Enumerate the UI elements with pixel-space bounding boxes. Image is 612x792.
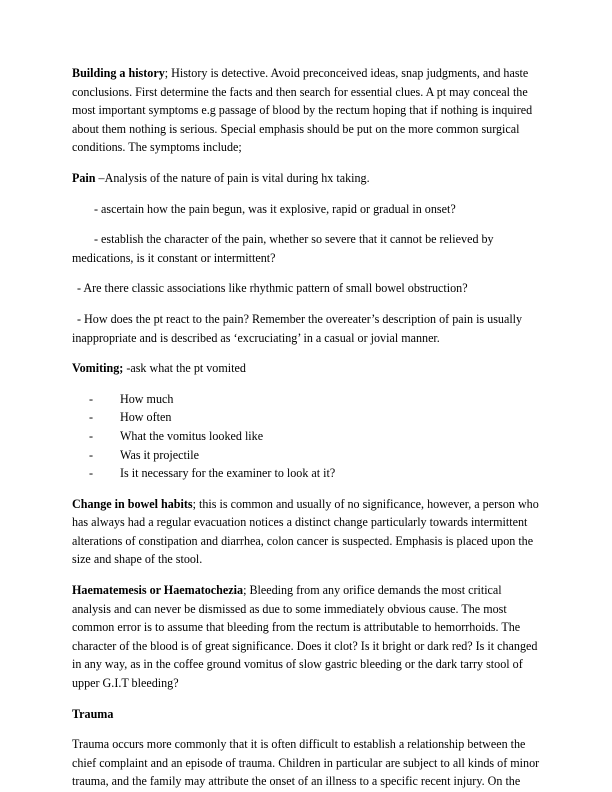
paragraph-text-building-a-history: ; History is detective. Avoid preconceived ideas, snap judgments, and haste conclusions. First determine the facts and then search for essential clues. A pt may conceal the most important symptoms e.g passage of blood by the rectum hoping that if nothing is inquired about them nothing is serious. Special emphasis should be put on the more common surgical conditions. The symptoms include; [72, 66, 533, 155]
run-in-heading-pain: Pain [72, 170, 96, 185]
list-item-label: Was it projectile [120, 447, 199, 462]
pain-item-associations: - Are there classic associations like rhythmic pattern of small bowel obstruction? [77, 281, 468, 296]
paragraph-change-in-bowel-habits [72, 495, 540, 569]
paragraph-text-haematemesis: ; Bleeding from any orifice demands the most critical analysis and can never be dismissed as due to some immediately obvious cause. The most common error is to assume that bleeding from the rectum is attributable to hemorrhoids. The character of the blood is of great significance. Does it clot? Is it bright or dark red? Is it changed in any way, as in the coffee ground vomitus of slow gastric bleeding or the dark tarry stool of upper G.I.T bleeding? [72, 583, 538, 691]
paragraph-trauma: Trauma occurs more commonly that it is often difficult to establish a relationship between the chief complaint and an episode of trauma. Children in particular are subject to all kinds of minor trauma, and the family may attribute the onset of an illness to a specific recent injury. On the [72, 737, 540, 789]
run-in-heading-haematemesis: Haematemesis or Haematochezia [72, 583, 244, 598]
run-in-heading-vomiting: Vomiting; [72, 361, 124, 376]
paragraph-text-change-in-bowel-habits: ; this is common and usually of no significance, however, a person who has always had a regular evacuation notices a distinct change particularly towards intermittent alterations of constipation and diarrhea, colon cancer is suspected. Emphasis is placed upon the size and shape of the stool. [72, 496, 539, 567]
list-item [89, 446, 540, 465]
list-item-label: What the vomitus looked like [120, 428, 264, 443]
document-body [72, 64, 540, 791]
paragraph-haematemesis [72, 581, 540, 693]
run-in-heading-change-in-bowel-habits: Change in bowel habits [72, 496, 193, 511]
list-item [89, 464, 540, 483]
list-item [89, 390, 540, 409]
paragraph-pain [72, 169, 540, 188]
hyphen-bullet-icon: - [89, 428, 94, 443]
list-item-label: How often [120, 410, 172, 425]
list-item [89, 408, 540, 427]
list-item-label: How much [120, 391, 174, 406]
pain-item-reaction: - How does the pt react to the pain? Remember the overeater’s description of pain is usually inappropriate and is described as ‘excruciating’ in a casual or jovial manner. [72, 311, 523, 345]
hyphen-bullet-icon: - [89, 466, 94, 481]
pain-item-onset: - ascertain how the pain begun, was it explosive, rapid or gradual in onset? [94, 201, 456, 216]
paragraph-text-vomiting: -ask what the pt vomited [123, 361, 246, 376]
hyphen-bullet-icon: - [89, 447, 94, 462]
list-item-label: Is it necessary for the examiner to look at it? [120, 466, 336, 481]
hyphen-bullet-icon: - [89, 391, 94, 406]
paragraph-vomiting [72, 359, 540, 378]
list-item [89, 427, 540, 446]
paragraph-building-a-history [72, 64, 540, 157]
vomiting-question-list [72, 390, 540, 483]
pain-item-character: - establish the character of the pain, whether so severe that it cannot be relieved by medications, is it constant or intermittent? [72, 232, 494, 265]
paragraph-text-pain: –Analysis of the nature of pain is vital during hx taking. [95, 170, 370, 185]
section-heading-trauma: Trauma [72, 706, 114, 721]
run-in-heading-building-a-history: Building a history [72, 66, 165, 80]
hyphen-bullet-icon: - [89, 410, 94, 425]
